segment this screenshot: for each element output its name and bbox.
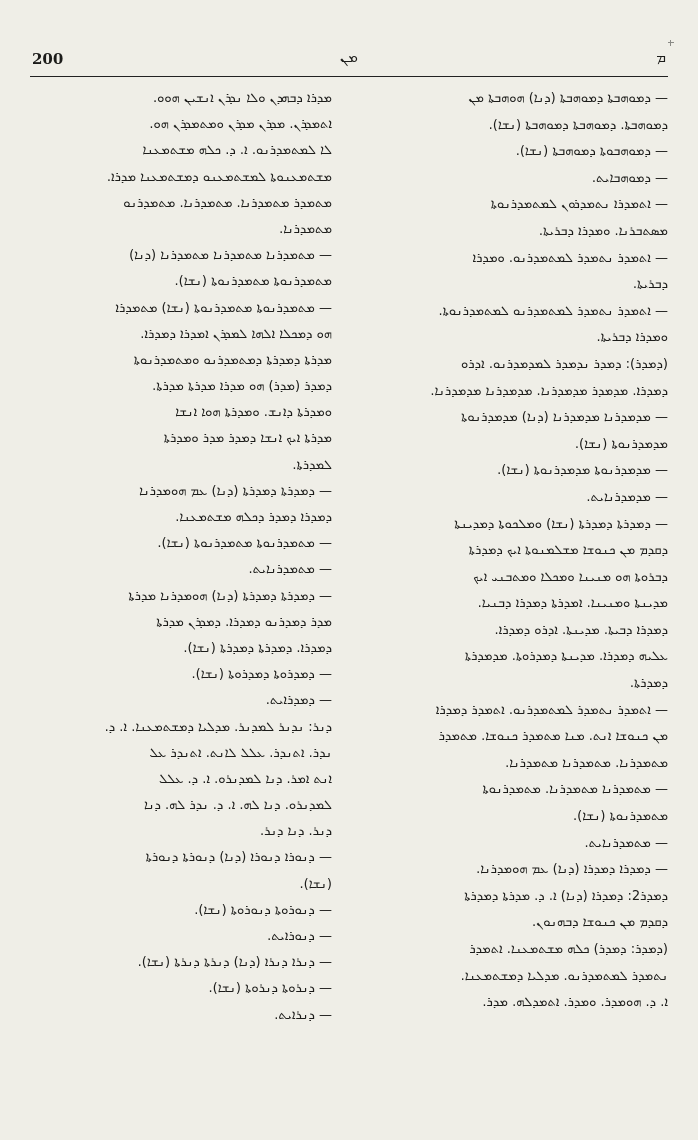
entry-line: — ܡܬܡܕܪܢܐ ܡܬܡܕܪܢܐ ܡܬܡܕܪܢܐ (ܕܢܐ): [129, 248, 332, 264]
entry-line: ܘܡܕܪܐ ܕܒܪܝܬܐ.: [596, 330, 668, 346]
entry-line: ܡܕܪܬܐ ܐܝܟ ܐܢܫܐ ܕܡܕܪ ܡܕܪ ܘܡܕܪܬܐ: [163, 431, 332, 447]
entry-line: — ܡܬܡܕܪܢܐܝܬ.: [584, 835, 668, 851]
entry-line: — ܕܡܘܗܒܐܝܬ.: [591, 170, 668, 186]
entry-line: ܡܬܡܕܪܢܐ.: [279, 221, 332, 237]
entry-line: ܕܒܪܝܬܐ.: [632, 277, 668, 293]
entry-line: — ܐܬܡܕܪ ܢܬܡܕܪ ܠܡܬܡܕܪܢܘ. ܐܬܡܕܪ ܕܡܕܪܐ: [435, 702, 668, 718]
entry-line: ܡܬܡܕܪܢܐ. ܡܬܡܕܪܢܐ ܡܬܡܕܪܢܐ.: [505, 755, 668, 771]
entry-line: ܡܕܪ ܕܡܕܪܢܘ ܕܡܕܪܐ. ܕܡܕܪܢ ܡܕܪܬܐ: [156, 614, 332, 630]
entry-line: — ܐܬܡܕܪܐ ܢܬܡܕܪܘܢ ܠܡܬܡܕܪܢܘܬܐ: [490, 197, 668, 213]
entry-line: — ܕܡܘܗܒܘܬܐ ܕܡܘܗܒܬܐ (ܢܫܐ).: [515, 144, 668, 160]
entry-line: — ܡܕܡܕܪܢܐ ܡܕܡܕܪܢܐ (ܕܢܐ) ܡܕܡܕܪܢܘܬܐ: [461, 410, 668, 426]
entry-line: — ܕܡܕܪܬܐ ܕܡܕܪܬܐ (ܢܫܐ) ܘܡܠܟܘܬܐ ܕܡܕܝܢܬܐ: [454, 516, 668, 532]
entry-line: — ܐܬܡܕܪ ܢܬܡܕܪ ܠܡܬܡܕܪܢܘ ܠܡܬܡܕܪܢܘܬܐ.: [438, 303, 668, 319]
entry-line: ܠܡܕܪܬܐ.: [292, 457, 332, 473]
entry-line: — ܐܬܡܕܪ ܢܬܡܕܪ ܠܡܬܡܕܪܢܘ. ܘܡܕܪܐ: [472, 250, 668, 266]
entry-line: — ܕܡܕܪܬܐ ܕܡܕܪܬܐ (ܕܢܐ) ܗܘܡܕܪܢܐ ܡܕܪܬܐ: [128, 588, 332, 604]
entry-line: ܢܬܡܕܪ ܠܡܬܡܕܪܢܘ. ܡܕܠܝܐ ܕܡܫܬܡܥܢܐ.: [460, 968, 668, 984]
entry-line: — ܡܬܡܕܪܢܘܬܐ ܡܬܡܕܪܢܘܬܐ (ܢܫܐ) ܡܬܡܕܪܐ: [115, 300, 332, 316]
entry-line: ܘܡܕܪܬܐ ܕܐܢܫ. ܘܡܕܪܬܐ ܗܘܐ ܐܢܫܐ: [175, 405, 332, 421]
entry-line: ܐ. ܕ. ܗܘܡܕܪ. ܘܡܕܪ. ܐܬܡܕܠܗ. ܡܕܪ.: [482, 995, 668, 1011]
entry-line: (ܕܡܕܪ: ܕܡܕܪ) ܟܠܗ ܡܫܬܡܥܢܐ. ܐܬܡܕܪ: [469, 942, 668, 957]
entry-line: ܠܐ ܠܡܬܡܕܪܢܘ. ܐ. ܕ. ܟܠܗ ܡܫܬܡܥܢܐ: [142, 143, 332, 159]
entry-line: (ܢܫܐ).: [299, 876, 332, 892]
entry-line: ܡܣܬܒܪܢܐ. ܘܡܕܪܐ ܕܒܪܝܬܐ.: [538, 223, 668, 239]
entry-line: ܕܡܕܪܐ. ܡܕܡܕܪ ܡܕܡܕܪܢܐ. ܡܕܡܕܪܢܐ ܡܕܡܕܪܢܐ.: [430, 383, 668, 399]
entry-line: ܕܩܕܡ ܡܢ ܟܢܘܫܐ ܡܫܠܡܢܘܬܐ ܐܝܟ ܕܡܕܪܬܐ: [468, 543, 668, 559]
entry-line: ܐܢܬ ܐܡܪ. ܕܢܐ ܠܡܕܢܪܘ. ܐ. ܕ. ܥܠܠ: [159, 771, 332, 787]
entry-line: — ܡܬܡܕܪܢܐܝܬ.: [248, 562, 332, 578]
entry-line: ܕܡܕܪ2: ܕܡܕܪܐ (ܕܢܐ) ܐ. ܕ. ܡܕܪܬܐ ܕܡܕܪܬܐ: [464, 888, 668, 904]
entry-line: ܡܫܬܡܥܢܘܬܐ ܠܡܫܬܡܥܢܘ ܕܡܫܬܡܥܢܐ ܡܕܪܐ.: [106, 169, 332, 185]
page-number: 200: [32, 50, 64, 68]
entry-line: ܡܕܪܐ ܕܒܗܕܢ ܘܠܐ ܢܕܪܢ ܐܢܫܝܢ ܗܘܘ.: [153, 91, 332, 106]
entry-line: — ܕܢܪܐܝܬ.: [274, 1007, 332, 1023]
entry-line: ܐܬܡܕܪܢ. ܡܕܪܢ ܡܕܪܢ ܘܡܬܡܕܪܢ ܗܘ.: [149, 117, 332, 133]
entry-line: ܡܕܡܕܪܢܘܬܐ (ܢܫܐ).: [574, 436, 668, 452]
entry-line: ܡܬܡܕܪ ܡܬܡܕܪܢܐ. ܡܬܡܕܪܢܐ. ܡܬܡܕܪܢܘ: [123, 195, 332, 211]
entry-line: — ܡܬܡܕܪܢܘܬܐ ܡܬܡܕܪܢܘܬܐ (ܢܫܐ).: [157, 536, 332, 552]
header-rule: [30, 76, 668, 77]
running-head: ܡܢ: [340, 48, 358, 66]
entry-line: ܡܬܡܕܪܢܘܬܐ ܡܬܡܕܪܢܘܬܐ (ܢܫܐ).: [174, 274, 332, 290]
entry-line: ܕܡܘܗܒܬܐ. ܕܡܘܗܒܬܐ ܕܡܘܗܒܬܐ (ܢܫܐ).: [488, 117, 668, 133]
page-header: [30, 50, 668, 76]
entry-line: — ܕܡܕܪܘܬܐ ܕܡܕܪܘܬܐ (ܢܫܐ).: [191, 667, 332, 683]
entry-line: — ܕܢܘܪܐ ܕܢܘܪܐ (ܕܢܐ) ܕܢܘܪܬܐ ܕܢܘܪܬܐ: [145, 850, 332, 866]
right-column: [368, 86, 668, 1076]
entry-line: ܕܡܕܪܐ ܕܡܕܪ ܕܟܠܗ ܡܫܬܡܥܢܐ.: [175, 510, 332, 525]
entry-line: — ܕܢܪܐ ܕܢܪܐ (ܕܢܐ) ܕܢܪܬܐ ܕܢܪܬܐ (ܢܫܐ).: [137, 955, 332, 971]
entry-line: — ܕܢܪܘܬܐ ܕܢܪܘܬܐ (ܢܫܐ).: [208, 981, 332, 997]
section-letter: ܡ: [656, 48, 666, 66]
entry-line: ܠܡܕܢܪܘ. ܕܢܐ ܠܗ. ܐ. ܕ. ܢܕܪ ܠܗ. ܕܢܐ: [144, 798, 332, 814]
entry-line: ܢܕܪ. ܐܬܢܕܪ. ܥܠܠ ܠܐܢܬ. ܐܬܢܕܪ ܥܠ: [149, 745, 332, 761]
entry-line: ܕܡܕܪܐ ܕܒܝܬܐ. ܡܕܝܢܬܐ. ܐܕܪܘ ܕܡܕܪܐ.: [494, 622, 668, 638]
left-column: [32, 86, 332, 1076]
entry-line: ܥܠܝܗ ܕܡܕܪܐ. ܡܕܝܢܬܐ ܕܡܕܪܘܬܐ. ܡܕܡܕܪܬܐ: [464, 649, 668, 665]
text-columns: [32, 86, 668, 1076]
entry-line: — ܕܡܕܪܐ ܕܡܕܪܐ (ܕܢܐ) ܥܡ ܗܘܡܕܪܢܐ.: [476, 862, 668, 878]
entry-line: ܕܡܕܪ (ܡܕܪ) ܗܘ ܡܕܪܐ ܡܕܪܬܐ ܡܕܪܬܐ.: [152, 379, 332, 395]
entry-line: ܡܕܝܢܬܐ ܘܡܢܝܢܐ. ܐܡܕܪܬܐ ܕܡܕܪܐ ܕܒܢܝܐ.: [477, 596, 668, 612]
entry-line: — ܕܡܘܗܒܬܐ ܕܡܘܗܒܬܐ (ܕܢܐ) ܗܘܗܒܬܐ ܡܢ: [468, 91, 668, 106]
entry-line: ܡܬܡܕܪܢܘܬܐ (ܢܫܐ).: [573, 809, 668, 825]
entry-line: — ܕܢܘܪܐܝܬ.: [267, 929, 332, 944]
entry-line: — ܕܡܕܪܬܐ ܕܡܕܪܬܐ (ܕܢܐ) ܥܡ ܗܘܡܕܪܢܐ: [139, 483, 332, 499]
entry-line: — ܕܢܘܪܘܬܐ ܕܢܘܪܘܬܐ (ܢܫܐ).: [194, 902, 332, 918]
entry-line: ܗܘ ܕܡܟܠܐ ܐܠܗܐ ܠܡܕܪܢ ܐܡܕܪܐ ܕܡܕܪܐ.: [140, 326, 332, 342]
entry-line: — ܡܕܡܕܪܢܘܬܐ ܡܕܡܕܪܢܘܬܐ (ܢܫܐ).: [497, 463, 668, 479]
entry-line: — ܡܬܡܕܪܢܐ ܡܬܡܕܪܢܐ. ܡܬܡܕܪܢܘܬܐ: [482, 782, 668, 798]
entry-line: ܕܡܕܪܐ. ܕܡܕܪܬܐ ܕܡܕܪܬܐ (ܢܫܐ).: [183, 640, 332, 656]
entry-line: — ܕܡܕܪܐܝܬ.: [265, 693, 332, 709]
entry-line: — ܡܕܡܕܪܢܐܝܬ.: [586, 489, 668, 505]
entry-line: ܡܕܪܬܐ ܕܡܕܪܬܐ ܕܡܬܡܕܪܢܘ ܘܡܬܡܕܪܢܘܬܐ: [133, 352, 332, 368]
entry-line: ܕܡܕܪܬܐ.: [629, 676, 668, 692]
crop-mark-icon: [668, 40, 674, 46]
entry-line: ܕܢܪ: ܢܕܢܪ ܠܡܕܢܪ. ܡܕܠܝܐ ܕܡܫܬܡܥܢܐ. ܐ. ܕ.: [104, 719, 332, 735]
entry-line: ܕܢܪ. ܕܢܐ ܕܢܪ.: [259, 824, 332, 840]
entry-line: ܕܒܪܘܬܐ ܗܘ ܡܢܝܢܐ ܘܡܟܠܐ ܘܡܬܒܢܝ ܐܝܟ: [473, 569, 668, 585]
entry-line: (ܕܡܕܪ): ܕܡܕܪ ܢܕܡܕܪ ܠܡܕܡܕܪܢܘ. ܐܕܪܘ: [461, 356, 668, 372]
entry-line: ܕܩܕܡ ܡܢ ܟܢܘܫܐ ܕܒܗܢܘܢ.: [532, 915, 668, 931]
entry-line: ܡܢ ܟܢܘܫܐ ܐܢܬ. ܡܢܐ ܡܬܡܕܪ ܟܢܘܫܐ. ܡܬܡܕܪ: [438, 729, 668, 745]
